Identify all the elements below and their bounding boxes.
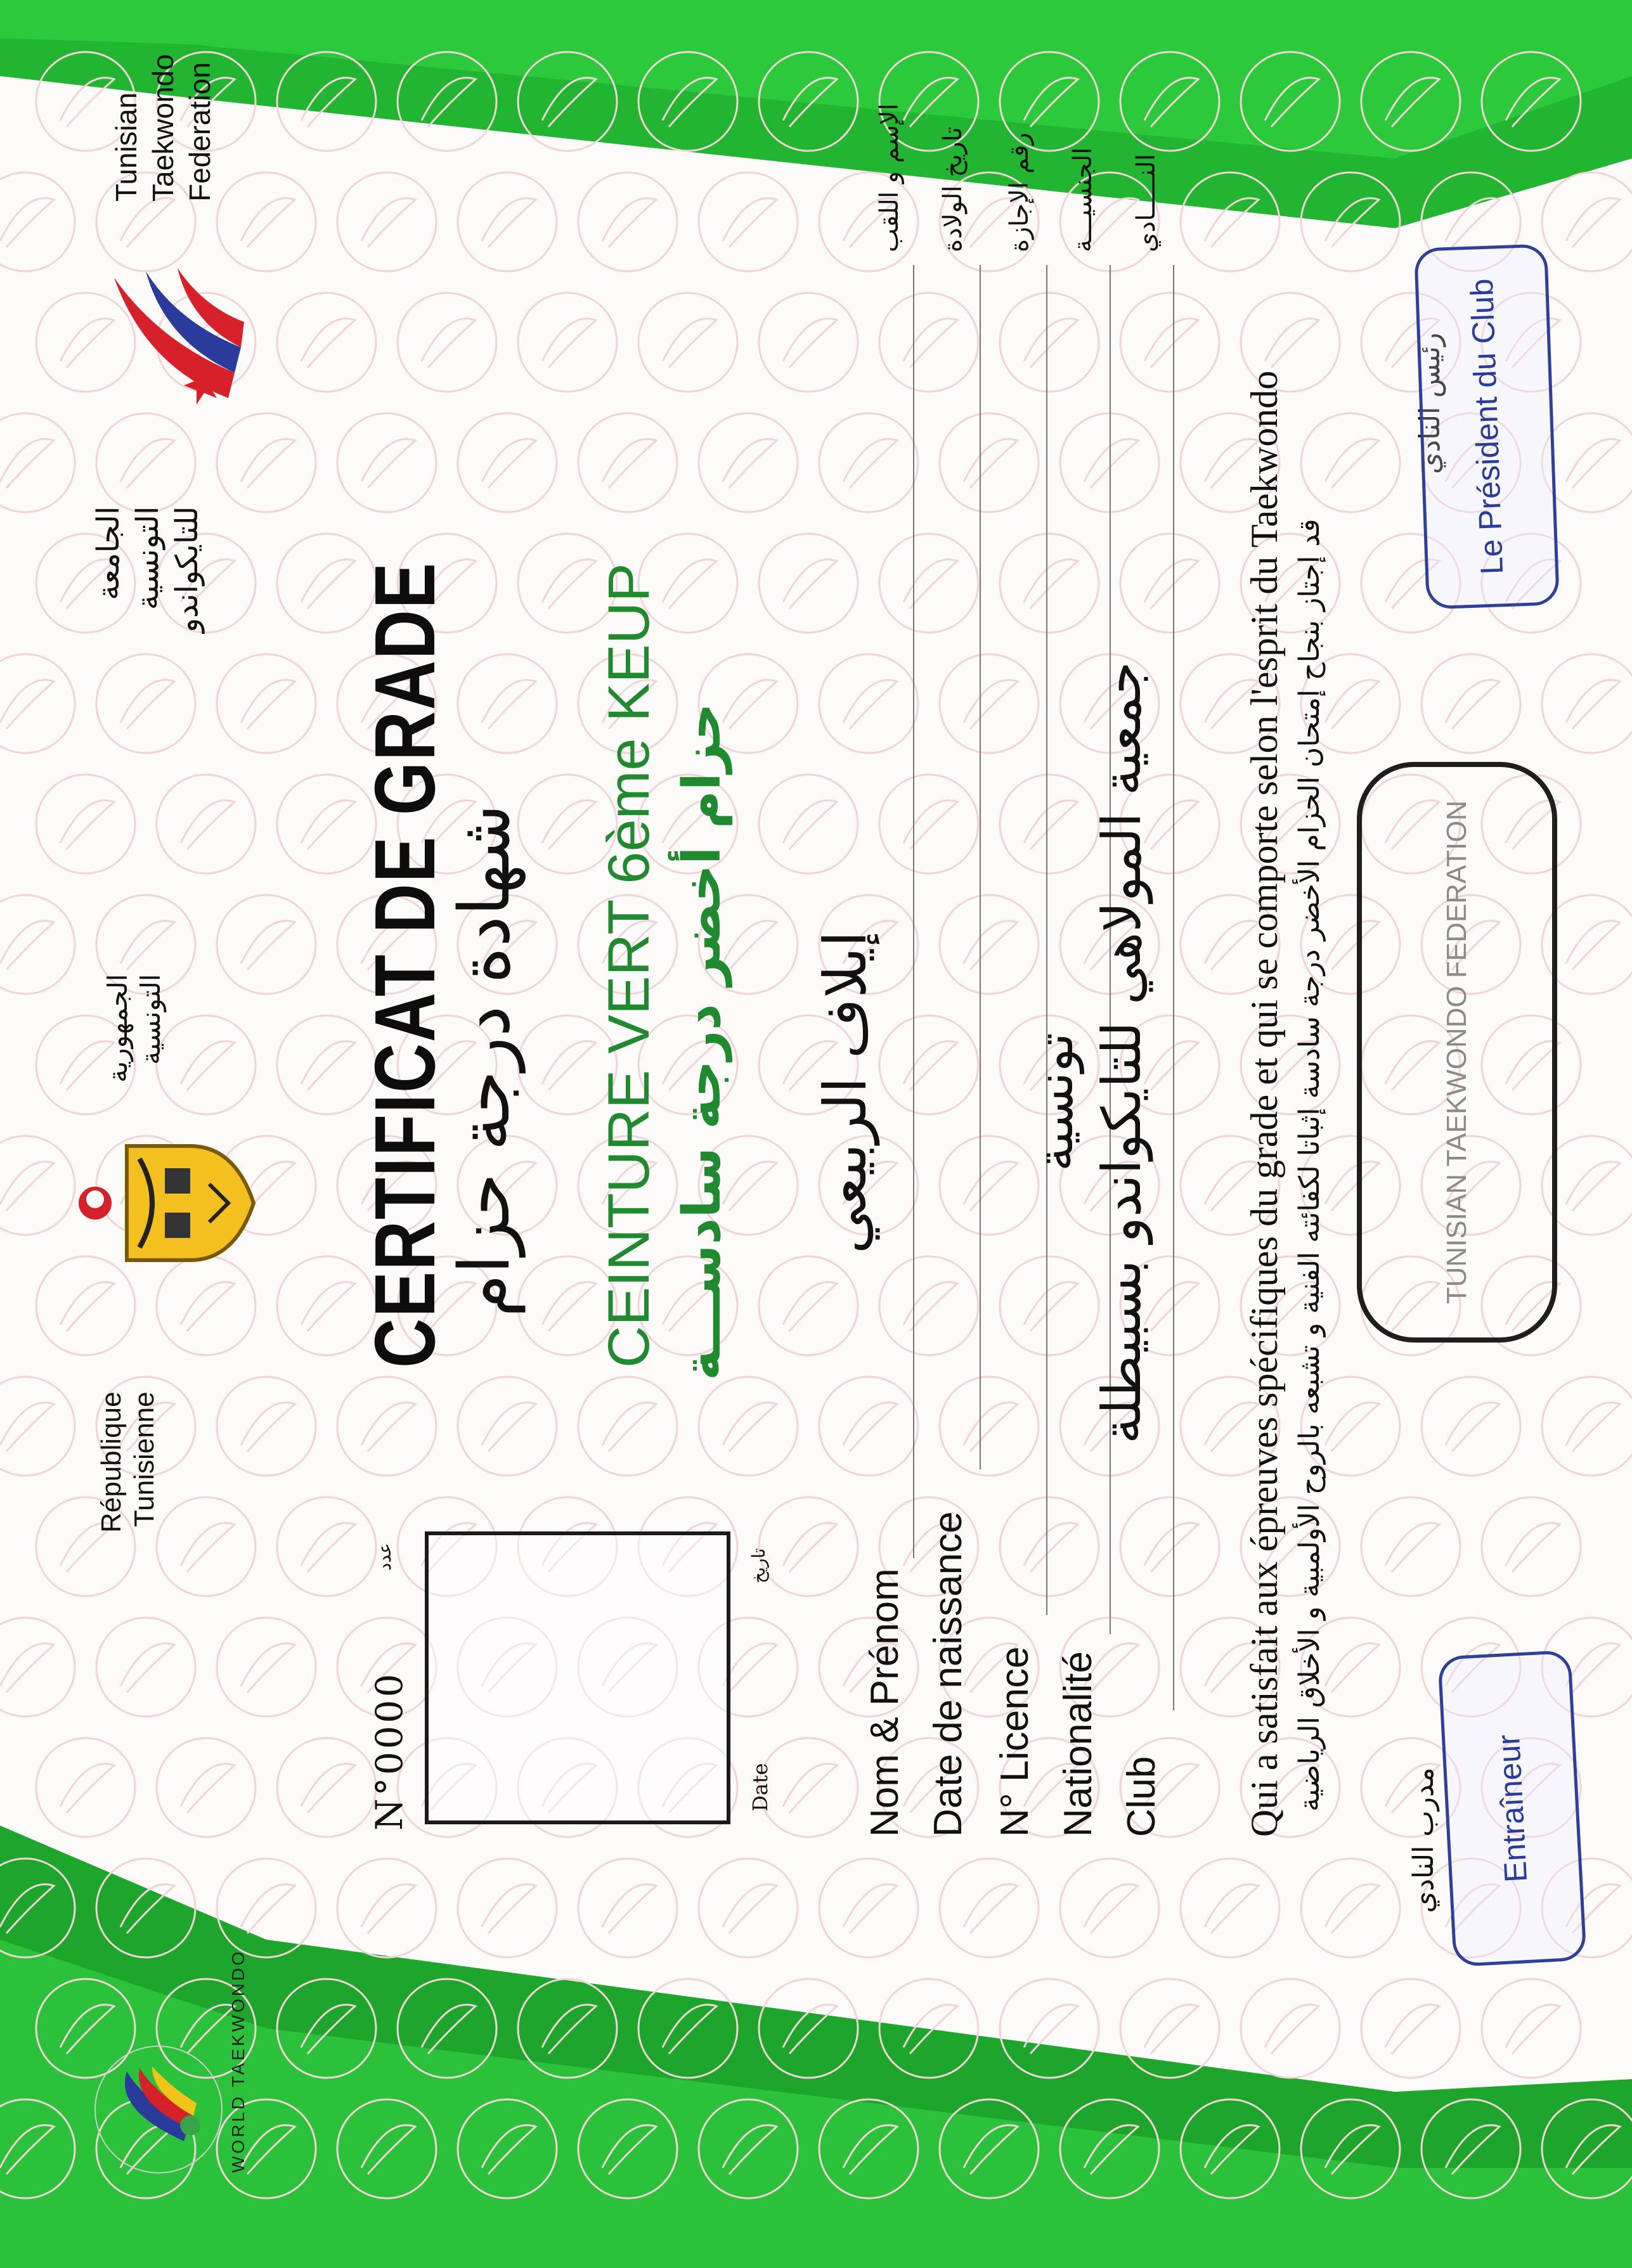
world-taekwondo-logo xyxy=(89,2040,228,2179)
field-label-ar: الإسم و اللقب xyxy=(875,103,904,252)
field-label-ar: رقم الإجازة xyxy=(1005,132,1034,252)
federation-name-ar xyxy=(89,506,207,633)
number-label-ar: عدد xyxy=(374,1543,395,1571)
federation-ar-line-3: للتايكواندو xyxy=(169,506,205,633)
republic-label-ar xyxy=(101,974,167,1083)
certificate-title-ar: شهادة درجة حزام xyxy=(444,804,525,1317)
federation-name-en xyxy=(108,54,218,202)
date-label-ar: تاريخ xyxy=(748,1548,769,1583)
field-label-ar: النـــــادي xyxy=(1132,153,1161,252)
coach-stamp-text: Entraîneur xyxy=(1490,1733,1534,1884)
coach-stamp xyxy=(1437,1650,1586,1967)
tunisia-coat-of-arms xyxy=(70,1108,260,1298)
field-label: Club xyxy=(1120,1756,1163,1837)
field-label: Date de naissance xyxy=(926,1511,970,1837)
qualification-text-ar: قد إجتاز بنجاح إمتحان الحزام الأخضر درجة سادسة إثباتا لكفائته الفنية و تشبعه بالروح الأولمبية و الأخلاق الرياضية xyxy=(1293,519,1326,1812)
president-stamp xyxy=(1414,244,1560,610)
field-underline xyxy=(913,265,914,1558)
republic-line-2: Tunisienne xyxy=(129,1391,160,1527)
field-value: إيلاف الربيعي xyxy=(812,931,879,1254)
republic-line-1: République xyxy=(96,1391,127,1533)
federation-en-line-2: Taekwondo xyxy=(146,54,179,202)
federation-seal-text: TUNISIAN TAEKWONDO FEDERATION xyxy=(1441,800,1472,1305)
federation-ar-line-2: التونسية xyxy=(130,506,165,610)
field-label: N° Licence xyxy=(993,1646,1037,1837)
federation-en-line-1: Tunisian xyxy=(110,92,143,202)
field-label-ar: الجنسيـــة xyxy=(1068,147,1098,252)
belt-grade-ar: حزام أخضر درجة سادســـة xyxy=(672,702,732,1381)
republic-ar-line-2: التونسية xyxy=(135,974,166,1065)
federation-seal xyxy=(1357,762,1557,1343)
field-label-ar: تاريخ الولادة xyxy=(938,127,968,252)
coach-signature-label: مدرب النادي xyxy=(1408,1767,1440,1913)
republic-label-fr xyxy=(95,1391,161,1533)
field-underline xyxy=(1046,265,1047,1615)
federation-en-line-3: Federation xyxy=(183,62,216,202)
republic-ar-line-1: الجمهورية xyxy=(102,974,133,1083)
field-underline xyxy=(980,265,981,1469)
qualification-text-fr: Qui a satisfait aux épreuves spécifiques du grade et qui se comporte selon l'esprit du Taekwondo xyxy=(1243,370,1285,1837)
field-value: جمعية المولاهي للتايكواندو بسبيطلة xyxy=(1091,661,1153,1444)
certificate-number: N°0000 xyxy=(368,1671,411,1831)
certificate-title-fr: CERTIFICAT DE GRADE xyxy=(356,562,453,1368)
field-label: Nom & Prénom xyxy=(863,1568,907,1837)
president-signature-label: رئيس النادي xyxy=(1414,332,1446,474)
belt-grade-fr: CEINTURE VERT 6ème KEUP xyxy=(597,563,661,1368)
field-label: Nationalité xyxy=(1056,1651,1100,1837)
federation-logo xyxy=(89,252,254,417)
field-underline xyxy=(1173,265,1174,1710)
federation-ar-line-1: الجامعة xyxy=(91,506,126,600)
date-label-fr: Date xyxy=(748,1763,772,1812)
president-stamp-text: Le Président du Club xyxy=(1463,278,1510,576)
field-value: تونسية xyxy=(1027,1033,1084,1171)
photo-box xyxy=(425,1531,730,1824)
world-taekwondo-label: WORLD TAEKWONDO xyxy=(228,1949,248,2173)
